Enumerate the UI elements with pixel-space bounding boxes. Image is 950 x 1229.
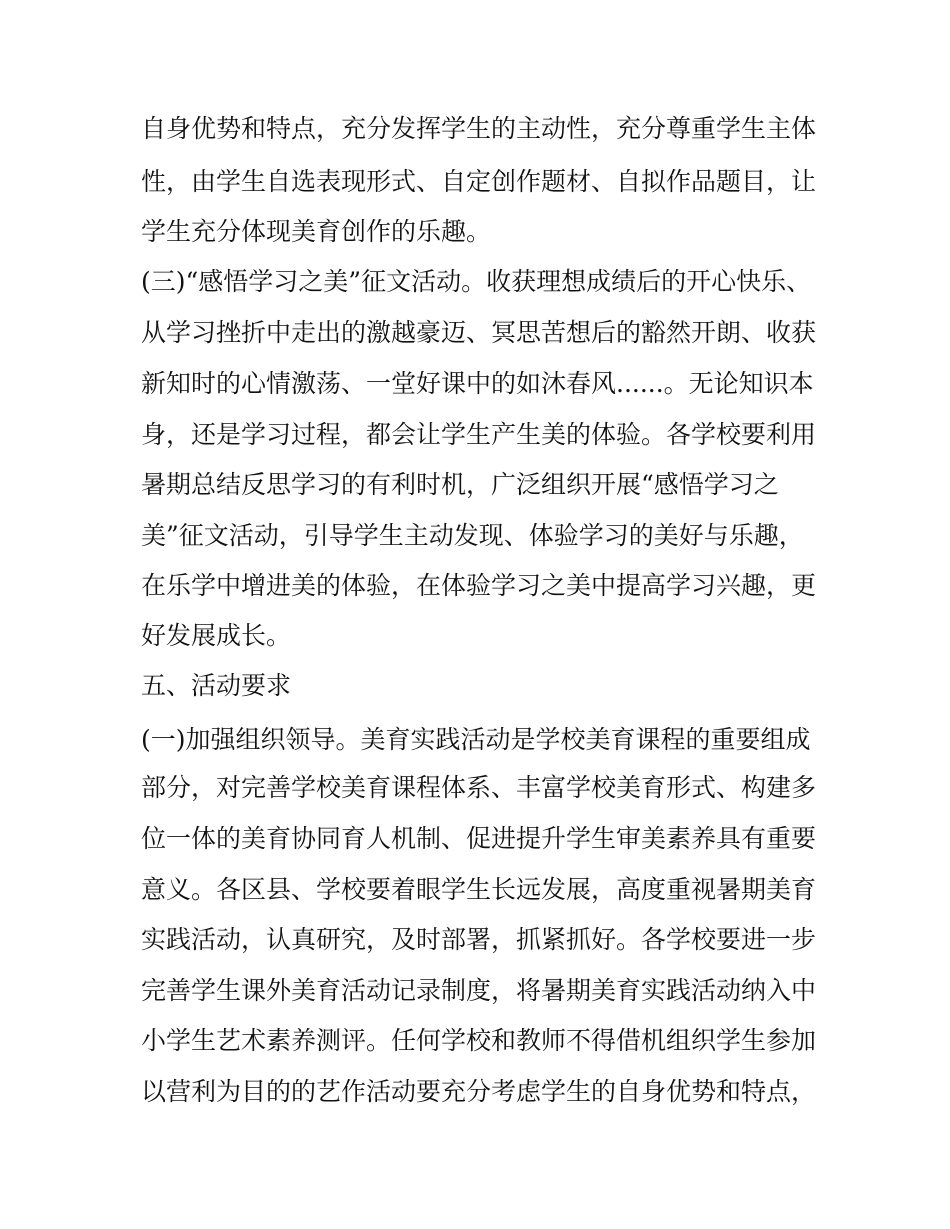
text-line: 实践活动，认真研究，及时部署，抓紧抓好。各学校要进一步 xyxy=(141,925,817,954)
section-heading: 五、活动要求 xyxy=(141,671,292,700)
text-line: (一)加强组织领导。美育实践活动是学校美育课程的重要组成 xyxy=(141,725,811,754)
text-line: 新知时的心情激荡、一堂好课中的如沐春风......。无论知识本 xyxy=(141,369,814,398)
text-line: 美”征文活动，引导学生主动发现、体验学习的美好与乐趣， xyxy=(141,521,804,550)
text-line: (三)“感悟学习之美”征文活动。收获理想成绩后的开心快乐、 xyxy=(141,267,812,296)
text-line: 以营利为目的的艺作活动要充分考虑学生的自身优势和特点， xyxy=(141,1077,817,1106)
text-line: 部分，对完善学校美育课程体系、丰富学校美育形式、构建多 xyxy=(141,773,817,802)
text-line: 位一体的美育协同育人机制、促进提升学生审美素养具有重要 xyxy=(141,824,817,853)
text-line: 在乐学中增进美的体验，在体验学习之美中提高学习兴趣，更 xyxy=(141,571,817,600)
text-line: 自身优势和特点，充分发挥学生的主动性，充分尊重学生主体 xyxy=(141,114,817,143)
text-line: 从学习挫折中走出的激越豪迈、冥思苦想后的豁然开朗、收获 xyxy=(141,318,817,347)
text-line: 性，由学生自选表现形式、自定创作题材、自拟作品题目，让 xyxy=(141,167,817,196)
text-line: 暑期总结反思学习的有利时机，广泛组织开展“感悟学习之 xyxy=(141,470,779,499)
text-line: 完善学生课外美育活动记录制度，将暑期美育实践活动纳入中 xyxy=(141,976,817,1005)
text-line: 意义。各区县、学校要着眼学生长远发展，高度重视暑期美育 xyxy=(141,875,817,904)
text-line: 身，还是学习过程，都会让学生产生美的体验。各学校要利用 xyxy=(141,420,817,449)
text-line: 小学生艺术素养测评。任何学校和教师不得借机组织学生参加 xyxy=(141,1026,817,1055)
text-line: 好发展成长。 xyxy=(141,621,292,650)
text-line: 学生充分体现美育创作的乐趣。 xyxy=(141,217,492,246)
